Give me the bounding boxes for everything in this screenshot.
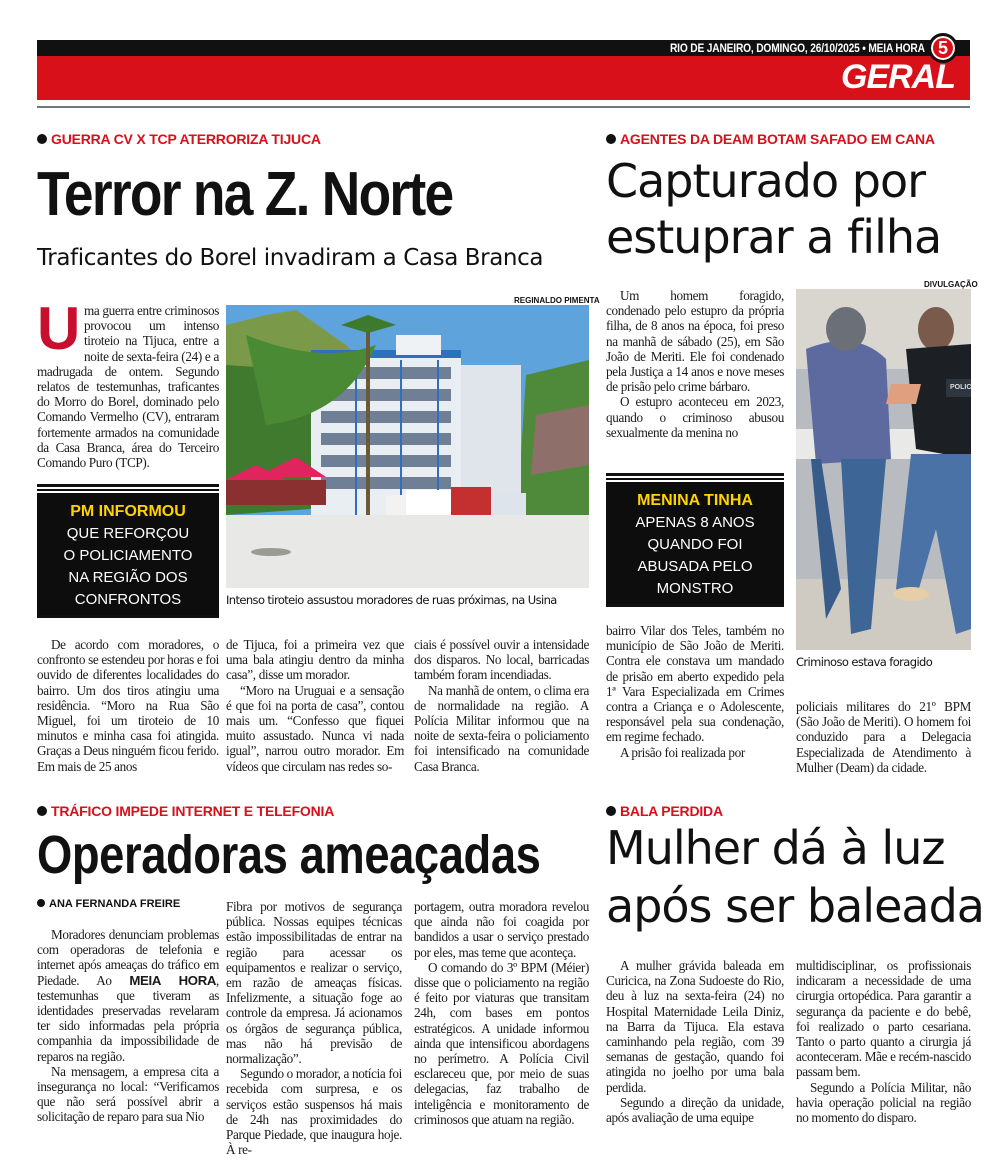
page-number-badge: 5	[928, 33, 958, 63]
brand-name: MEIA HORA	[868, 41, 925, 55]
story4-kicker	[606, 803, 723, 819]
story1-column-2	[226, 637, 404, 774]
byline-text: ANA FERNANDA FREIRE	[49, 898, 181, 910]
story3-column-3	[414, 899, 589, 1127]
story2-pullquote-frame	[606, 473, 784, 607]
paragraph: Na manhã de ontem, o clima era de normalidade na região. A Polícia Militar informou que na noite de sexta-feira o policiamento foi intensificado na comunidade Casa Branca.	[414, 682, 589, 774]
paragraph: Na mensagem, a empresa cita a insegurança no local: “Verificamos que não será possível abrir a solicitação de reparo para sua Nio	[37, 1063, 219, 1125]
story1-column-3	[414, 637, 589, 774]
story1-column-1	[37, 637, 219, 774]
story3-column-1	[37, 927, 219, 1125]
header-divider	[37, 106, 970, 108]
story2-photo-caption: Criminoso estava foragido	[796, 655, 933, 669]
bullet-icon	[37, 899, 45, 907]
pullquote-line: CONFRONTOS	[74, 591, 182, 608]
bullet-icon	[37, 806, 47, 816]
paragraph: Segundo a Polícia Militar, não havia operação policial na região no momento do disparo.	[796, 1079, 971, 1126]
pullquote-line: MONSTRO	[656, 580, 734, 597]
paragraph: A prisão foi realizada por	[620, 744, 745, 760]
pullquote-line: O POLICIAMENTO	[63, 547, 193, 564]
paragraph: Fibra por motivos de segurança pública. Nossas equipes técnicas estão impossibilitadas de entrar na região para acessar os equipamentos e realizar o serviço, em razão de ameaças físicas. Infelizmente, a situação foge ao controle da empresa. Já acionamos os órgãos de segurança pública, mas não há previsão de normalização”.	[226, 899, 402, 1067]
story1-headline: Terror na Z. Norte	[37, 160, 453, 229]
masthead-red-bar	[37, 56, 970, 100]
text-run: , testemunhas que tiveram as identidades preservadas revelaram ter sido informadas pela própria companhia da impossibilidade de reparos na região.	[37, 972, 219, 1064]
brand-mention: MEIA HORA	[129, 972, 217, 988]
story1-lede	[37, 295, 219, 471]
section-title: GERAL	[841, 58, 955, 96]
story2-headline-line1: Capturado por	[606, 154, 926, 208]
story3-column-2	[226, 899, 402, 1157]
paragraph: ciais é possível ouvir a intensidade dos disparos. No local, barricadas também foram incendiadas.	[414, 637, 589, 683]
pullquote-lead: MENINA TINHA	[637, 492, 753, 509]
bullet-icon	[606, 134, 616, 144]
story1-lede-text: ma guerra entre criminosos provocou um intenso tiroteio na Tijuca, entre a noite de sexta-feira (24) e a madrugada de ontem. Segundo relatos de testemunhas, traficantes do Morro do Borel, dominado pelo Comando Vermelho (CV), entraram fortemente armados na comunidade da Casa Branca, área do Terceiro Comando Puro (TCP).	[37, 303, 219, 471]
story2-pullquote	[606, 476, 784, 604]
story3-headline: Operadoras ameaçadas	[37, 825, 541, 885]
dropcap: U	[37, 295, 80, 362]
story1-photo-building	[226, 305, 589, 588]
arrest-photo	[796, 289, 971, 650]
story1-kicker-text: GUERRA CV X TCP ATERRORIZA TIJUCA	[51, 131, 321, 147]
paragraph: de Tijuca, foi a primeira vez que uma bala atingiu dentro da minha casa”, disse um morador.	[226, 637, 404, 683]
story4-column-2	[796, 958, 971, 1125]
story3-byline	[37, 898, 180, 910]
story2-kicker-text: AGENTES DA DEAM BOTAM SAFADO EM CANA	[620, 131, 935, 147]
story1-pullquote	[37, 487, 219, 615]
dateline	[670, 41, 925, 55]
story4-headline-line1: Mulher dá à luz	[606, 821, 945, 875]
story2-photo-credit: DIVULGAÇÃO	[924, 280, 978, 289]
story3-kicker-text: TRÁFICO IMPEDE INTERNET E TELEFONIA	[51, 803, 335, 819]
story1-deck: Traficantes do Borel invadiram a Casa Branca	[37, 245, 544, 271]
building-street-photo	[226, 305, 589, 588]
story1-pullquote-frame	[37, 484, 219, 618]
story1-kicker	[37, 131, 321, 147]
pullquote-line: QUE REFORÇOU	[66, 525, 190, 542]
pullquote-line: ABUSADA PELO	[637, 558, 753, 575]
story2-kicker	[606, 131, 935, 147]
dateline-text: RIO DE JANEIRO, DOMINGO, 26/10/2025 •	[670, 41, 866, 55]
paragraph: policiais militares do 21º BPM (São João de Meriti). O homem foi conduzido para a Delegacia Especializada de Atendimento à Mulher (Deam) da cidade.	[796, 699, 971, 775]
story2-column-1-top	[606, 288, 784, 440]
text-run: Moradores denunciam problemas com operadoras de telefonia e internet após ameaças do tráfico em Piedade. Ao	[37, 927, 219, 988]
pullquote-line: QUANDO FOI	[647, 536, 743, 553]
pullquote-line: NA REGIÃO DOS	[68, 569, 188, 586]
paragraph: portagem, outra moradora revelou que ainda não foi coagida por bandidos a usar o serviço prestado por eles, mas teme que aconteça.	[414, 899, 589, 960]
paragraph: A mulher grávida baleada em Curicica, na Zona Sudoeste do Rio, deu à luz na sexta-feira (24) no Hospital Maternidade Leila Diniz, na Barra da Tijuca. Ela estava caminhando pela região, com 39 semanas de gestação, quando foi atingida no joelho por uma bala perdida.	[606, 958, 784, 1095]
paragraph: Segundo o morador, a notícia foi recebida com surpresa, e os serviços estão suspensos há mais de 24h nas proximidades do Parque Piedade, que inaugura hoje. À re-	[226, 1066, 402, 1158]
paragraph: Um homem foragido, condenado pelo estupro da própria filha, de 8 anos na época, foi preso na manhã de sábado (25), em São João de Meriti. Ele foi condenado pela Justiça a 14 anos e nove meses de prisão pelo crime bárbaro.	[606, 288, 784, 395]
story4-column-1	[606, 958, 784, 1125]
story2-column-2	[796, 699, 971, 775]
pullquote-lead: PM INFORMOU	[70, 503, 186, 520]
paragraph: Segundo a direção da unidade, após avaliação de uma equipe	[606, 1094, 784, 1126]
story1-photo-caption: Intenso tiroteio assustou moradores de ruas próximas, na Usina	[226, 593, 557, 607]
pullquote-line: APENAS 8 ANOS	[635, 514, 755, 531]
paragraph: “Moro na Uruguai e a sensação é que foi na porta de casa”, contou mais um. “Confesso que fiquei muito assustado. Nunca vi nada igual”, narrou outro morador. Em vídeos que circulam nas redes so-	[226, 682, 404, 774]
paragraph: bairro Vilar dos Teles, também no município de São João de Meriti. Contra ele constava um mandado de prisão em aberto expedido pela 1ª Vara Especializada em Crimes contra a Criança e o Adolescente, responsável pela sua condenação, em regime fechado.	[606, 623, 784, 745]
paragraph	[37, 927, 219, 1064]
bullet-icon	[37, 134, 47, 144]
story2-photo-arrest	[796, 289, 971, 650]
paragraph: O comando do 3º BPM (Méier) disse que o policiamento na região é feito por viaturas que transitam 24h, com bases em pontos estratégicos. A unidade informou ainda que intensificou abordagens no perímetro. A Polícia Civil esclareceu que, por meio de suas delegacias, faz trabalho de inteligência e monitoramento de criminosos que atuam na região.	[414, 959, 589, 1127]
paragraph: multidisciplinar, os profissionais indicaram a necessidade de uma cirurgia ortopédica. Para garantir a segurança da paciente e do bebê, foi realizado o parto cesariana. Tanto o parto quanto a cirurgia já aconteceram. Mãe e recém-nascido passam bem.	[796, 958, 971, 1080]
story4-kicker-text: BALA PERDIDA	[620, 803, 723, 819]
story2-headline-line2: estuprar a filha	[606, 210, 942, 264]
story4-headline-line2: após ser baleada	[606, 879, 984, 933]
story3-kicker	[37, 803, 334, 819]
story1-photo-credit: REGINALDO PIMENTA	[514, 296, 600, 305]
paragraph: De acordo com moradores, o confronto se estendeu por horas e foi ouvido de diferentes localidades do bairro. Um dos tiros atingiu uma residência. “Moro na Rua São Miguel, foi um tiroteio de 10 minutos e minha casa foi atingida. Graças a Deus ninguém ficou ferido. Em mais de 25 anos	[37, 637, 219, 774]
svg-text:POLIC: POLIC	[950, 384, 971, 391]
bullet-icon	[606, 806, 616, 816]
paragraph: O estupro aconteceu em 2023, quando o criminoso abusou sexualmente da menina no	[606, 394, 784, 440]
story2-column-1-bottom	[606, 623, 784, 760]
